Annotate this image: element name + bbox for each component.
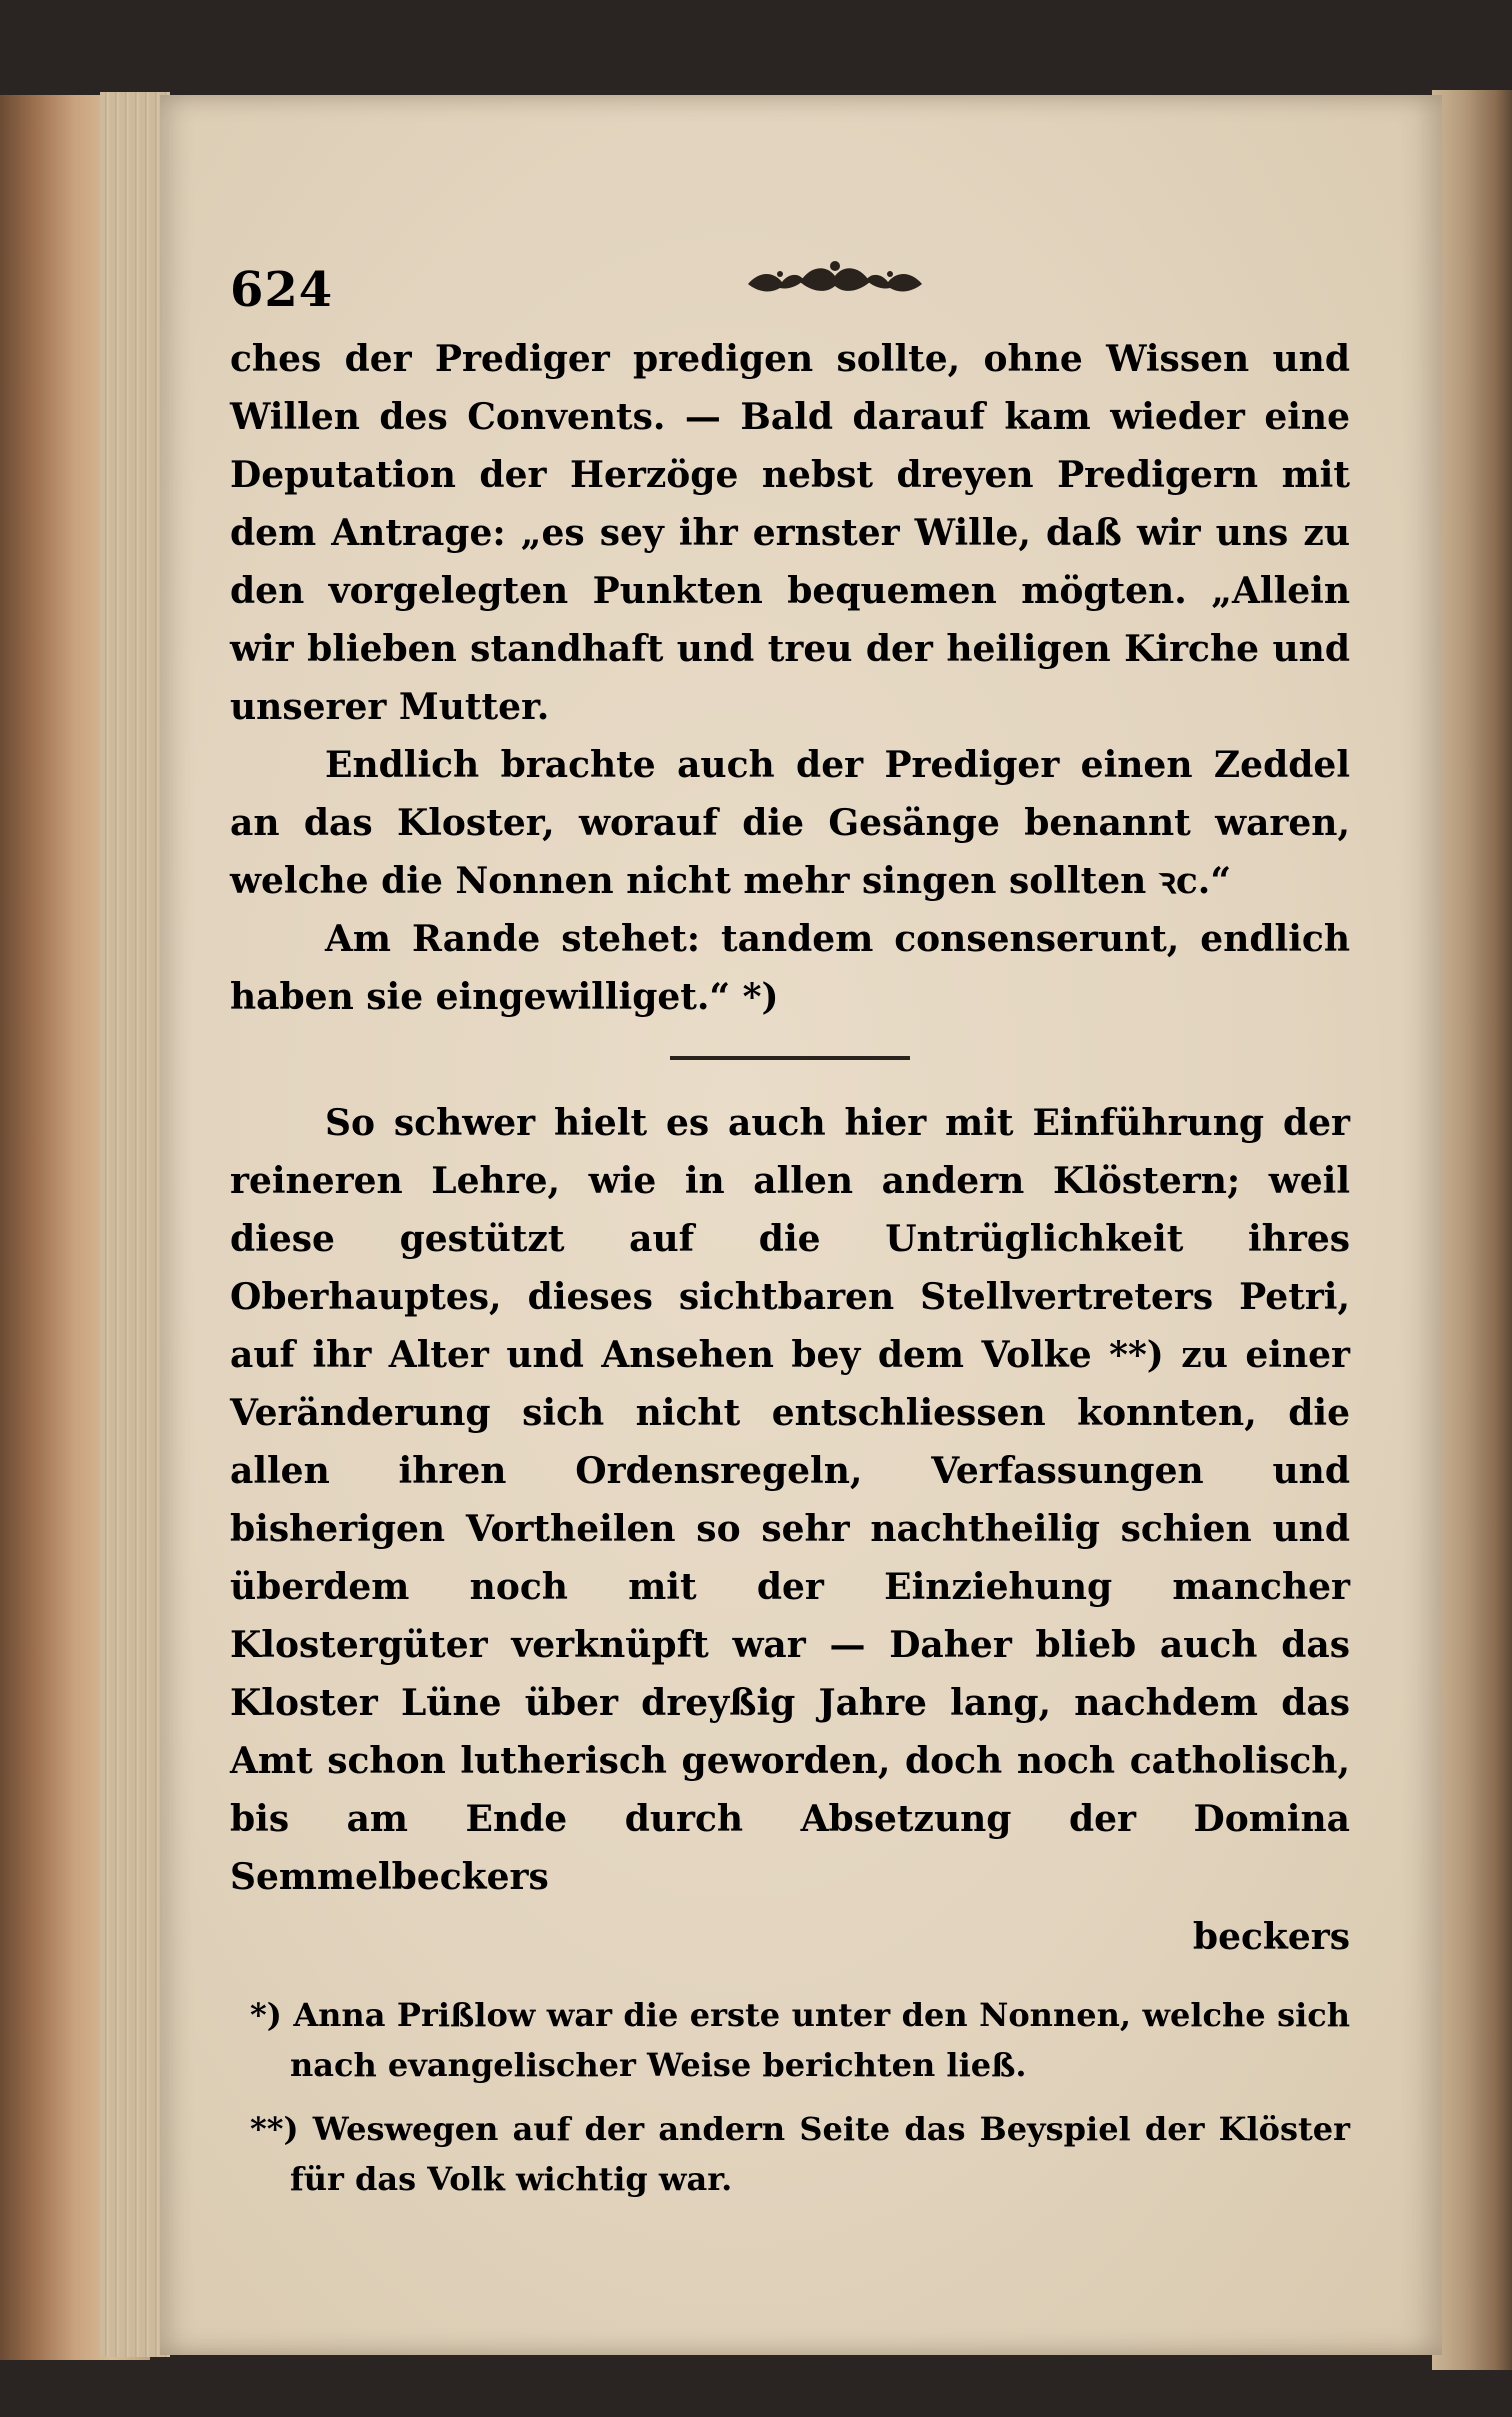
section-divider (670, 1056, 910, 1060)
footnotes (230, 1990, 1350, 2204)
printer-ornament-icon (740, 252, 930, 312)
footnote: **) Weswegen auf der andern Seite das Beyspiel der Klöster für das Volk wichtig war. (250, 2110, 1350, 2198)
paragraph: Endlich brachte auch der Prediger einen Zeddel an das Kloster, worauf die Gesänge benannt waren, welche die Nonnen nicht mehr singen sollten ꝛc.“ (230, 744, 1350, 902)
catch-word: beckers (1192, 1916, 1350, 1958)
page-body (230, 330, 1350, 2218)
book-right-edge (1432, 90, 1512, 2370)
footnote: *) Anna Prißlow war die erste unter den Nonnen, welche sich nach evangelischer Weise berichten ließ. (250, 1996, 1350, 2084)
paragraph: So schwer hielt es auch hier mit Einführung der reineren Lehre, wie in allen andern Klöstern; weil diese gestützt auf die Untrüglichkeit ihres Oberhauptes, dieses sichtbaren Stellvertreters Petri, auf ihr Alter und Ansehen bey dem Volke **) zu einer Veränderung sich nicht entschliessen konnten, die allen ihren Ordensregeln, Verfassungen und bisherigen Vortheilen so sehr nachtheilig schien und überdem noch mit der Einziehung mancher Klostergüter verknüpft war — Daher blieb auch das Kloster Lüne über dreyßig Jahre lang, nachdem das Amt schon lutherisch geworden, doch noch catholisch, bis am Ende durch Absetzung der Domina Semmelbeckers (230, 1102, 1350, 1898)
page-header (230, 170, 1330, 320)
page-number: 624 (230, 262, 334, 318)
paragraph: Am Rande stehet: tandem consenserunt, endlich haben sie eingewilliget.“ *) (230, 918, 1350, 1018)
paragraph-continuation: ches der Prediger predigen sollte, ohne Wissen und Willen des Convents. — Bald darauf kam wieder eine Deputation der Herzöge nebst dreyen Predigern mit dem Antrage: „es sey ihr ernster Wille, daß wir uns zu den vorgelegten Punkten bequemen mögten. „Allein wir blieben standhaft und treu der heiligen Kirche und unserer Mutter. (230, 338, 1350, 728)
